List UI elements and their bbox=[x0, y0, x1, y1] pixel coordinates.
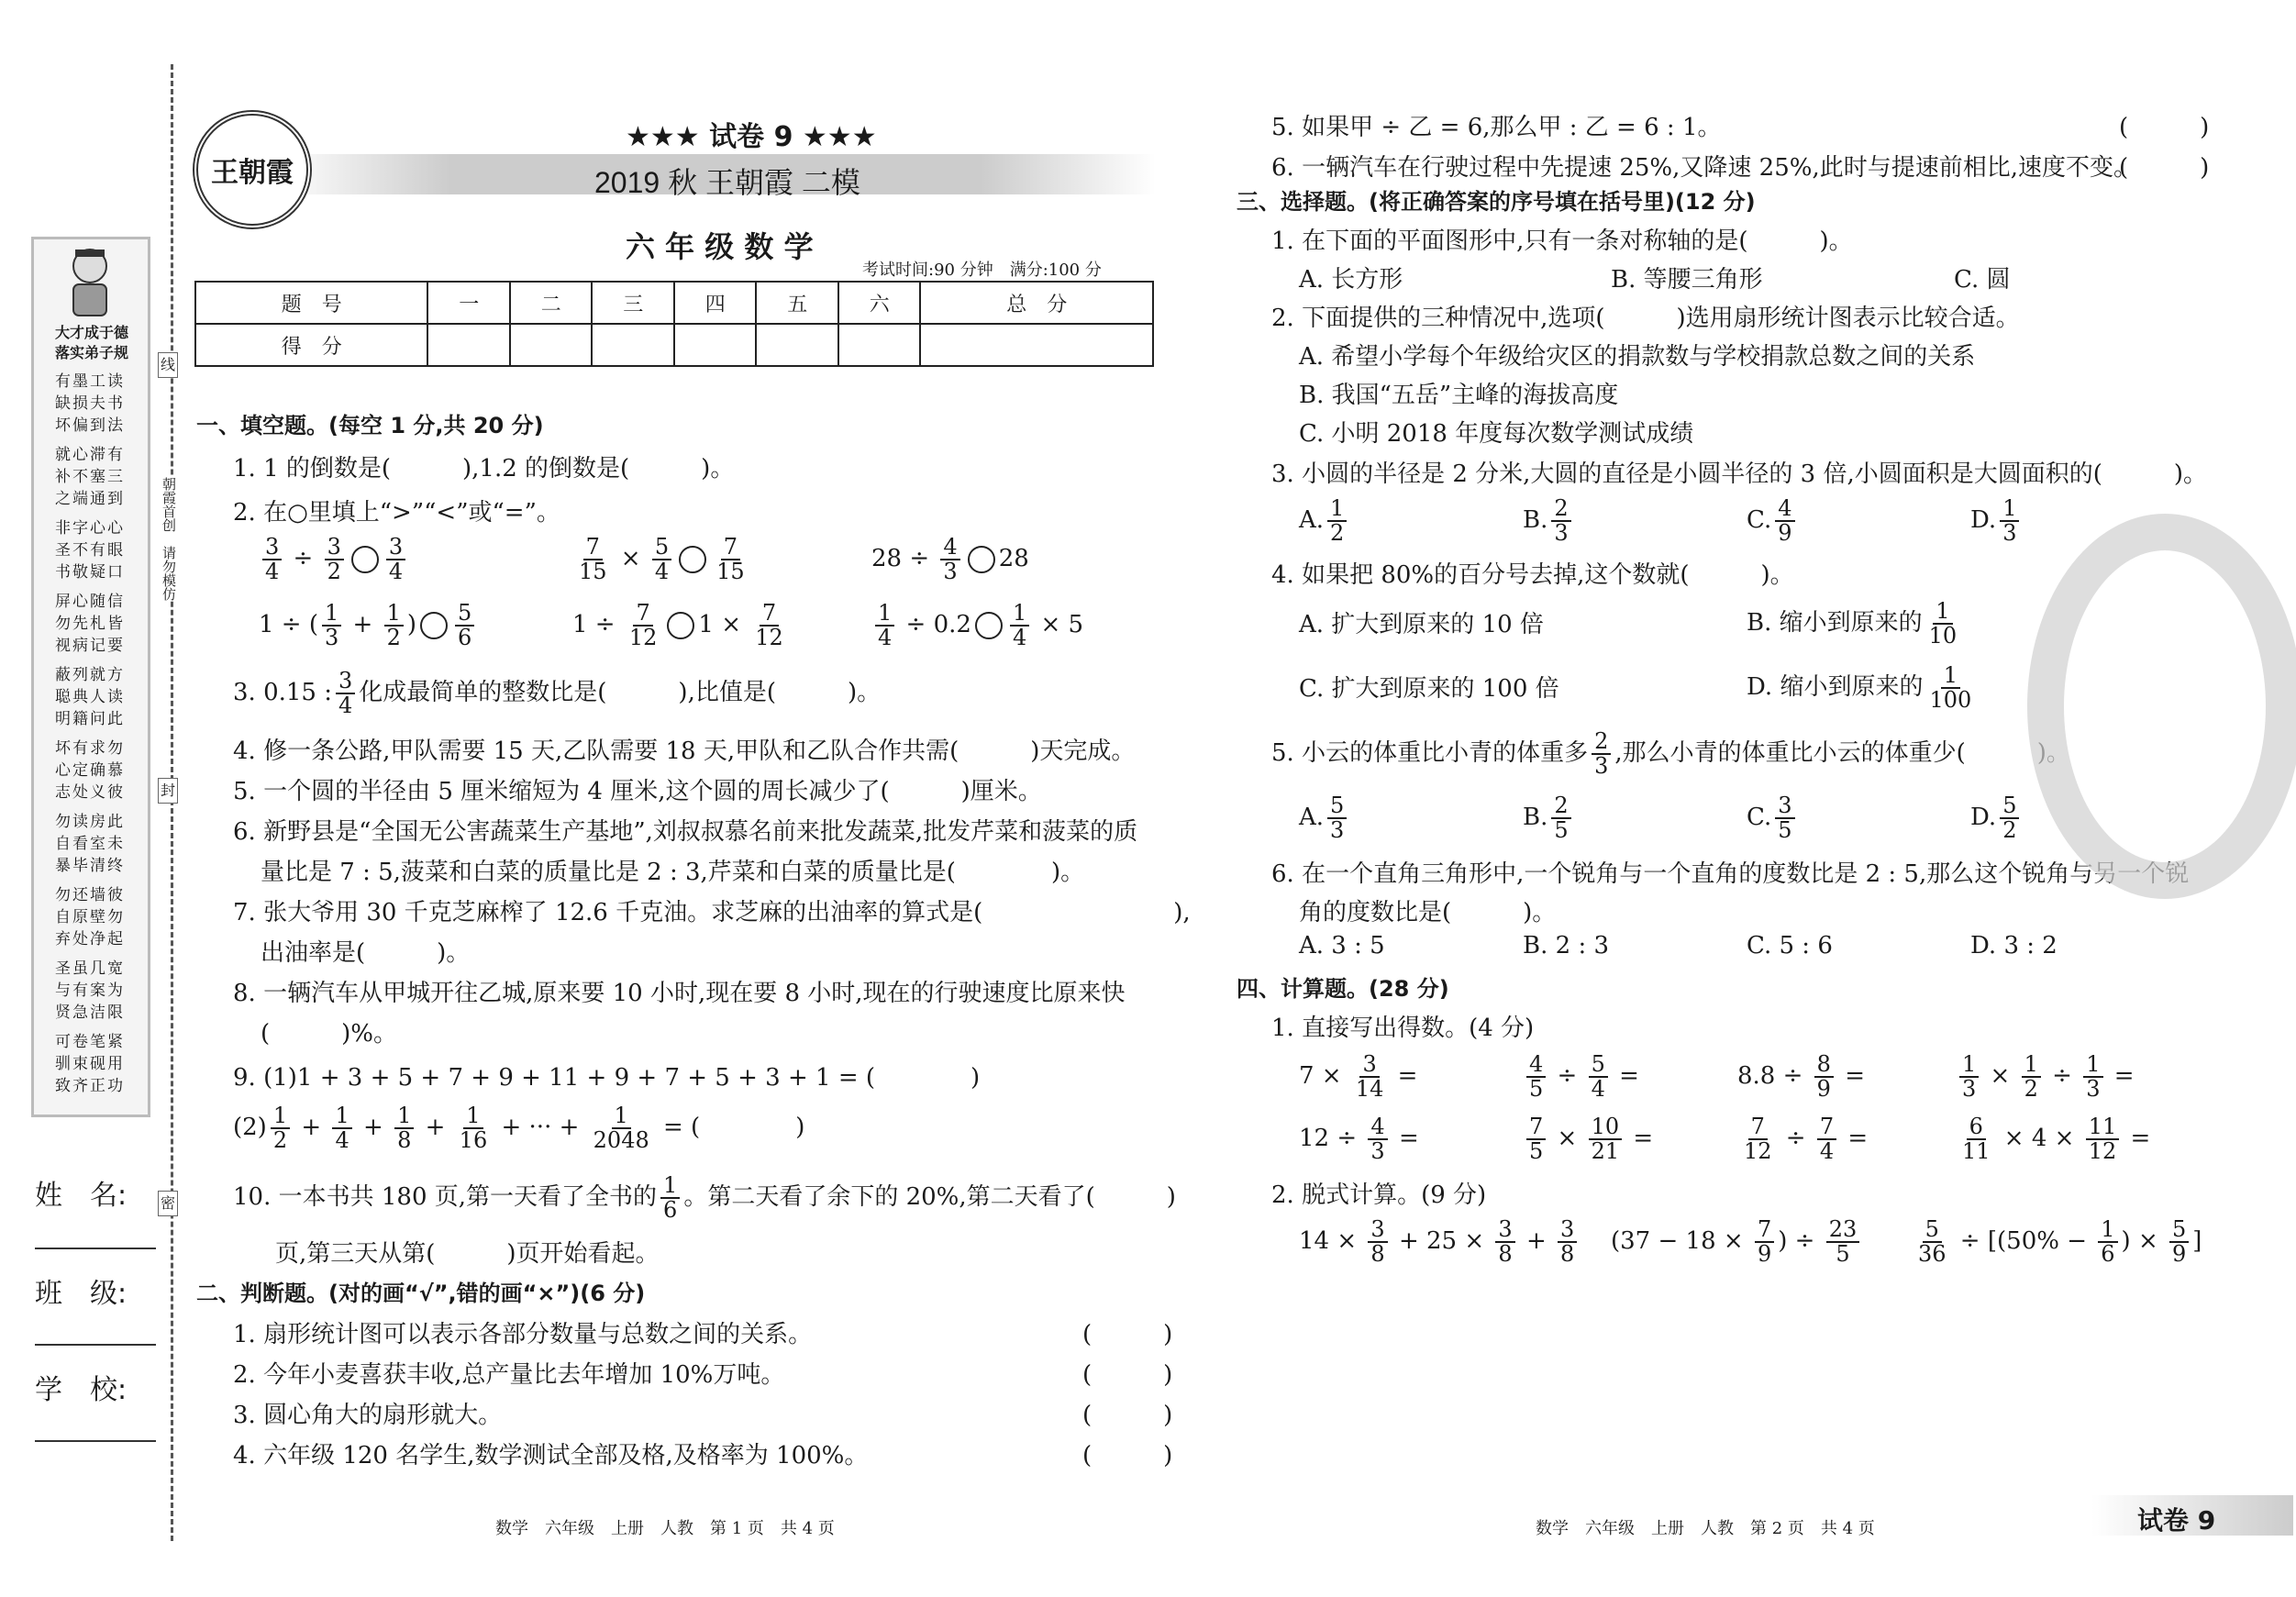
school-label: 学 校: bbox=[35, 1374, 128, 1406]
judge-answer-paren[interactable]: ( ) bbox=[1082, 1442, 1173, 1469]
score-header-3: 三 bbox=[592, 282, 674, 324]
compare-row-1b: $\frac{7}{15}$ × $\frac{5}{4}$ $\frac{7}{15}$ bbox=[572, 536, 751, 583]
score-cell[interactable] bbox=[427, 324, 510, 366]
q3-6a: 6. 在一个直角三角形中,一个锐角与一个直角的度数比是 2 : 5,那么这个锐角与另一个锐 bbox=[1271, 860, 2190, 888]
q1-3: 3. 0.15 : $\frac{3}{4}$ 化成最简单的整数比是( ),比值是( )。 bbox=[233, 668, 882, 719]
score-table bbox=[194, 281, 1154, 367]
judge-item: 5. 如果甲 ÷ 乙 = 6,那么甲 : 乙 = 6 : 1。 bbox=[1271, 114, 1722, 141]
fraction: $\frac{1}{3}$ bbox=[2083, 1053, 2102, 1101]
fraction: $\frac{1}{16}$ bbox=[459, 1103, 488, 1154]
score-cell[interactable] bbox=[510, 324, 593, 366]
fraction: $\frac{4}{3}$ bbox=[1368, 1115, 1387, 1163]
judge-answer-paren[interactable]: ( ) bbox=[1082, 1361, 1173, 1389]
q3-4-opt-a: A. 扩大到原来的 10 倍 bbox=[1299, 611, 1544, 638]
fraction: $\frac{4}{9}$ bbox=[1775, 497, 1794, 545]
judge-answer-paren[interactable]: ( ) bbox=[2119, 114, 2210, 141]
footer-left: 数学 六年级 上册 人教 第 1 页 共 4 页 bbox=[495, 1519, 835, 1538]
score-cell[interactable] bbox=[674, 324, 757, 366]
calc-5: 12 ÷ $\frac{4}{3}$ = bbox=[1299, 1114, 1419, 1165]
exam-info: 考试时间:90 分钟 满分:100 分 bbox=[862, 261, 1102, 280]
q3-6b: 角的度数比是( )。 bbox=[1299, 899, 1557, 926]
q1-8a: 8. 一辆汽车从甲城开往乙城,原来要 10 小时,现在要 8 小时,现在的行驶速度比原来快 bbox=[233, 980, 1126, 1007]
q1-6a: 6. 新野县是“全国无公害蔬菜生产基地”,刘叔叔慕名前来批发蔬菜,批发芹菜和菠菜的质 bbox=[233, 818, 1138, 846]
seal-xian: 线 bbox=[158, 352, 178, 378]
fraction: $\frac{1}{2}$ bbox=[384, 602, 404, 649]
score-header-0: 题 号 bbox=[195, 282, 427, 324]
calc-7: $\frac{7}{12}$ ÷ $\frac{7}{4}$ = bbox=[1737, 1115, 1868, 1163]
calc-8: $\frac{6}{11}$ × 4 × $\frac{11}{12}$ = bbox=[1956, 1115, 2150, 1163]
score-cell[interactable] bbox=[592, 324, 674, 366]
frac: $\frac{3}{4}$ bbox=[262, 536, 282, 583]
fraction: $\frac{3}{8}$ bbox=[1495, 1218, 1514, 1266]
q3-2-opt-a: A. 希望小学每个年级给灾区的捐款数与学校捐款总数之间的关系 bbox=[1299, 343, 1976, 371]
fraction: $\frac{3}{8}$ bbox=[1368, 1218, 1387, 1266]
fraction: $\frac{3}{8}$ bbox=[1558, 1218, 1577, 1266]
seal-mi: 密 bbox=[158, 1191, 178, 1216]
q3-5: 5. 小云的体重比小青的体重多 $\frac{2}{3}$ ,那么小青的体重比小云的体重少( )。 bbox=[1271, 728, 2070, 780]
judge-item: 4. 六年级 120 名学生,数学测试全部及格,及格率为 100%。 bbox=[233, 1442, 869, 1469]
calc-3: 8.8 ÷ $\frac{8}{9}$ = bbox=[1737, 1051, 1866, 1103]
fraction: $\frac{7}{15}$ bbox=[579, 534, 607, 585]
series-label: ★★★ 试卷 9 ★★★ bbox=[626, 121, 877, 153]
sidebar-motto-2: 落实弟子规 bbox=[54, 344, 128, 361]
score-cell[interactable] bbox=[838, 324, 921, 366]
sec4-title: 四、计算题。(28 分) bbox=[1237, 976, 1449, 1002]
score-header-2: 二 bbox=[510, 282, 593, 324]
calc-2: $\frac{4}{5}$ ÷ $\frac{5}{4}$ = bbox=[1523, 1053, 1639, 1101]
q3-4: 4. 如果把 80%的百分号去掉,这个数就( )。 bbox=[1271, 561, 1794, 589]
judge-item: 6. 一辆汽车在行驶过程中先提速 25%,又降速 25%,此时与提速前相比,速度不变。 bbox=[1271, 154, 2137, 182]
compare-circle[interactable] bbox=[975, 612, 1003, 639]
q3-4-opt-c: C. 扩大到原来的 100 倍 bbox=[1299, 675, 1559, 703]
score-header-5: 五 bbox=[756, 282, 838, 324]
fraction: $\frac{6}{11}$ bbox=[1962, 1114, 1991, 1165]
sidebar-verse: 可卷笔紧 驯束砚用 致齐正功 bbox=[55, 1033, 125, 1095]
fraction: $\frac{2}{3}$ bbox=[1592, 730, 1611, 778]
sidebar-verse: 有墨工读 缺损夫书 坏偏到法 bbox=[55, 372, 125, 435]
fraction: $\frac{1}{3}$ bbox=[2000, 497, 2019, 545]
sidebar-verse: 非字心心 圣不有眼 书敬疑口 bbox=[55, 519, 125, 582]
sidebar-verse: 就心滞有 补不塞三 之端通到 bbox=[55, 446, 125, 508]
sidebar-verse: 坏有求勿 心定确慕 志处义彼 bbox=[55, 739, 125, 802]
score-header-1: 一 bbox=[427, 282, 510, 324]
footer-tag: 试卷 9 bbox=[2137, 1505, 2216, 1536]
q3-2: 2. 下面提供的三种情况中,选项( )选用扇形统计图表示比较合适。 bbox=[1271, 305, 2020, 332]
q3-2-opt-b: B. 我国“五岳”主峰的海拔高度 bbox=[1299, 382, 1619, 409]
fraction: $\frac{7}{9}$ bbox=[1755, 1218, 1774, 1266]
compare-circle[interactable] bbox=[667, 612, 694, 639]
fraction: $\frac{7}{12}$ bbox=[1744, 1114, 1772, 1165]
fraction: $\frac{10}{21}$ bbox=[1589, 1115, 1623, 1163]
brand-logo-text: 王朝霞 bbox=[211, 157, 294, 189]
fraction: $\frac{2}{5}$ bbox=[1551, 794, 1570, 842]
class-line bbox=[35, 1344, 156, 1346]
fraction: $\frac{1}{2}$ bbox=[271, 1104, 290, 1152]
watermark-seal bbox=[2027, 514, 2296, 899]
q4-2: 2. 脱式计算。(9 分) bbox=[1271, 1181, 1487, 1209]
q1-9a: 9. (1)1 + 3 + 5 + 7 + 9 + 11 + 9 + 7 + 5 + 3 + 1 = ( ) bbox=[233, 1064, 981, 1092]
fraction: $\frac{1}{2}$ bbox=[2022, 1053, 2041, 1101]
fraction: $\frac{1}{4}$ bbox=[332, 1104, 351, 1152]
compare-circle[interactable] bbox=[351, 546, 379, 573]
fraction: $\frac{5}{4}$ bbox=[1589, 1053, 1608, 1101]
compare-row-1: $\frac{3}{4}$ ÷ $\frac{3}{2}$ $\frac{3}{4}$ bbox=[259, 536, 409, 583]
q1-8b: ( )%。 bbox=[261, 1020, 397, 1048]
fraction: $\frac{1}{6}$ bbox=[660, 1174, 680, 1222]
sidebar-verse: 圣虽几宽 与有案为 贤急洁限 bbox=[55, 959, 125, 1022]
calc-10: (37 − 18 × $\frac{7}{9}$ ) ÷ $\frac{23}{5}$ bbox=[1611, 1218, 1863, 1266]
fraction: $\frac{5}{4}$ bbox=[652, 536, 671, 583]
compare-row-2c: $\frac{1}{4}$ ÷ 0.2 $\frac{1}{4}$ × 5 bbox=[871, 602, 1083, 649]
fraction: $\frac{1}{4}$ bbox=[1010, 602, 1029, 649]
score-cell[interactable] bbox=[920, 324, 1153, 366]
fraction: $\frac{11}{12}$ bbox=[2086, 1115, 2120, 1163]
fraction: $\frac{5}{3}$ bbox=[1327, 794, 1347, 842]
q3-1: 1. 在下面的平面图形中,只有一条对称轴的是( )。 bbox=[1271, 227, 1853, 255]
calc-11: $\frac{5}{36}$ ÷ [(50% − $\frac{1}{6}$ ) × $\frac{5}{9}$ ] bbox=[1912, 1218, 2202, 1266]
judge-item: 1. 扇形统计图可以表示各部分数量与总数之间的关系。 bbox=[233, 1321, 813, 1348]
fraction: $\frac{4}{3}$ bbox=[940, 536, 959, 583]
q4-1: 1. 直接写出得数。(4 分) bbox=[1271, 1015, 1535, 1042]
q3-1-opt-c: C. 圆 bbox=[1954, 266, 2011, 294]
fraction: $\frac{7}{15}$ bbox=[716, 534, 745, 585]
judge-answer-paren[interactable]: ( ) bbox=[1082, 1402, 1173, 1429]
q3-1-opt-b: B. 等腰三角形 bbox=[1611, 266, 1763, 294]
score-header-6: 六 bbox=[838, 282, 921, 324]
q3-6-opt-c: C. 5 : 6 bbox=[1747, 932, 1833, 959]
fraction: $\frac{1}{2}$ bbox=[1327, 497, 1347, 545]
fraction: $\frac{3}{5}$ bbox=[1775, 794, 1794, 842]
fraction: $\frac{7}{12}$ bbox=[755, 600, 783, 651]
calc-9: 14 × $\frac{3}{8}$ + 25 × $\frac{3}{8}$ + $\frac{3}{8}$ bbox=[1299, 1218, 1581, 1266]
score-cell[interactable] bbox=[756, 324, 838, 366]
fraction: $\frac{7}{12}$ bbox=[628, 600, 658, 651]
q1-7b: 出油率是( )。 bbox=[261, 939, 471, 967]
q3-1-opt-a: A. 长方形 bbox=[1299, 266, 1403, 294]
calc-4: $\frac{1}{3}$ × $\frac{1}{2}$ ÷ $\frac{1}{3}$ = bbox=[1956, 1053, 2135, 1101]
seal-feng: 封 bbox=[158, 778, 178, 804]
fraction: $\frac{5}{36}$ bbox=[1918, 1216, 1947, 1268]
sidebar-verse: 勿读房此 自看室未 暴毕清终 bbox=[55, 813, 125, 875]
fraction: $\frac{1}{2048}$ bbox=[593, 1103, 649, 1154]
judge-answer-paren[interactable]: ( ) bbox=[1082, 1321, 1173, 1348]
fraction: $\frac{23}{5}$ bbox=[1826, 1218, 1860, 1266]
compare-row-1c: 28 ÷ $\frac{4}{3}$ 28 bbox=[871, 534, 1029, 585]
q3-4-opt-d: D. 缩小到原来的 $\frac{1}{100}$ bbox=[1747, 664, 1978, 712]
calc-6: $\frac{7}{5}$ × $\frac{10}{21}$ = bbox=[1523, 1115, 1653, 1163]
name-line bbox=[35, 1248, 156, 1249]
sec2-title: 二、判断题。(对的画“√”,错的画“×”)(6 分) bbox=[196, 1281, 646, 1306]
sidebar-verse: 勿还墙彼 自原壁勿 弃处净起 bbox=[55, 886, 125, 948]
compare-row-2: 1 ÷ ( $\frac{1}{3}$ + $\frac{1}{2}$ ) $\frac{5}{6}$ bbox=[259, 602, 478, 649]
q1-6b: 量比是 7 : 5,菠菜和白菜的质量比是 2 : 3,芹菜和白菜的质量比是( )。 bbox=[261, 859, 1085, 886]
q3-6-opt-d: D. 3 : 2 bbox=[1970, 932, 2058, 959]
q3-6-opt-a: A. 3 : 5 bbox=[1299, 932, 1385, 959]
score-header-7: 总 分 bbox=[920, 282, 1153, 324]
judge-item: 3. 圆心角大的扇形就大。 bbox=[233, 1402, 503, 1429]
calc-1: 7 × $\frac{3}{14}$ = bbox=[1299, 1051, 1418, 1103]
fraction: $\frac{3}{14}$ bbox=[1355, 1051, 1384, 1103]
q1-5: 5. 一个圆的半径由 5 厘米缩短为 4 厘米,这个圆的周长减少了( )厘米。 bbox=[233, 778, 1042, 805]
compare-circle[interactable] bbox=[420, 612, 448, 639]
fraction: $\frac{5}{6}$ bbox=[455, 602, 474, 649]
judge-answer-paren[interactable]: ( ) bbox=[2119, 154, 2210, 182]
q1-10c: 页,第三天从第( )页开始看起。 bbox=[275, 1240, 660, 1268]
fraction: $\frac{5}{2}$ bbox=[2000, 794, 2019, 842]
q3-2-opt-c: C. 小明 2018 年度每次数学测试成绩 bbox=[1299, 420, 1694, 448]
q3-4-opt-b: B. 缩小到原来的 $\frac{1}{10}$ bbox=[1747, 600, 1963, 648]
fraction: $\frac{1}{4}$ bbox=[875, 602, 894, 649]
school-line bbox=[35, 1440, 156, 1442]
fraction: $\frac{1}{10}$ bbox=[1928, 598, 1958, 649]
fraction: $\frac{1}{100}$ bbox=[1929, 662, 1972, 714]
sidebar-motto-1: 大才成于德 bbox=[54, 324, 128, 341]
compare-circle[interactable] bbox=[679, 546, 706, 573]
q3-3: 3. 小圆的半径是 2 分米,大圆的直径是小圆半径的 3 倍,小圆面积是大圆面积的( )。 bbox=[1271, 460, 2208, 488]
q1-7a: 7. 张大爷用 30 千克芝麻榨了 12.6 千克油。求芝麻的出油率的算式是( ), bbox=[233, 899, 1191, 926]
fraction: $\frac{4}{5}$ bbox=[1526, 1053, 1546, 1101]
sidebar-verse: 蔽列就方 聪典人读 明籍问此 bbox=[55, 666, 125, 728]
q1-9b: (2) $\frac{1}{2}$ + $\frac{1}{4}$ + $\frac{1}{8}$ + $\frac{1}{16}$ + ··· + $\frac{1}{2048}$ = ( ) bbox=[233, 1103, 805, 1154]
compare-row-2b: 1 ÷ $\frac{7}{12}$ 1 × $\frac{7}{12}$ bbox=[572, 602, 790, 649]
fraction: $\frac{1}{6}$ bbox=[2098, 1218, 2117, 1266]
sec3-title: 三、选择题。(将正确答案的序号填在括号里)(12 分) bbox=[1237, 189, 1756, 215]
score-header-4: 四 bbox=[674, 282, 757, 324]
fraction: $\frac{7}{4}$ bbox=[1817, 1115, 1836, 1163]
name-label: 姓 名: bbox=[35, 1180, 128, 1212]
fraction: $\frac{3}{4}$ bbox=[336, 670, 355, 717]
compare-circle[interactable] bbox=[968, 546, 995, 573]
fraction: $\frac{2}{3}$ bbox=[1551, 497, 1570, 545]
fraction: $\frac{7}{5}$ bbox=[1526, 1115, 1546, 1163]
q1-4: 4. 修一条公路,甲队需要 15 天,乙队需要 18 天,甲队和乙队合作共需( )天完成。 bbox=[233, 738, 1136, 765]
sidebar-verse: 屏心随信 勿先札皆 视病记要 bbox=[55, 593, 125, 655]
score-label: 得 分 bbox=[195, 324, 427, 366]
fraction: $\frac{8}{9}$ bbox=[1814, 1053, 1834, 1101]
footer-right: 数学 六年级 上册 人教 第 2 页 共 4 页 bbox=[1536, 1519, 1875, 1538]
mascot-figure bbox=[53, 242, 127, 319]
judge-item: 2. 今年小麦喜获丰收,总产量比去年增加 10%万吨。 bbox=[233, 1361, 785, 1389]
brand-line: 2019 秋 王朝霞 二模 bbox=[594, 166, 860, 199]
q1-10a: 10. 一本书共 180 页,第一天看了全书的 $\frac{1}{6}$ 。第二天看了余下的 20%,第二天看了( ) bbox=[233, 1172, 1176, 1224]
binding-text: 朝霞首创 请勿模仿 bbox=[158, 477, 178, 601]
fraction: $\frac{1}{3}$ bbox=[322, 602, 341, 649]
subject-title: 六 年 级 数 学 bbox=[626, 229, 814, 264]
brand-logo bbox=[193, 110, 312, 229]
q3-6-opt-b: B. 2 : 3 bbox=[1523, 932, 1610, 959]
class-label: 班 级: bbox=[35, 1278, 128, 1310]
fraction: $\frac{1}{8}$ bbox=[394, 1104, 414, 1152]
sec1-title: 一、填空题。(每空 1 分,共 20 分) bbox=[196, 413, 544, 438]
q1-2: 2. 在○里填上“>”“<”或“=”。 bbox=[233, 499, 560, 527]
fraction: $\frac{3}{4}$ bbox=[386, 536, 405, 583]
fraction: $\frac{3}{2}$ bbox=[325, 536, 344, 583]
fraction: $\frac{1}{3}$ bbox=[1959, 1053, 1979, 1101]
fraction: $\frac{5}{9}$ bbox=[2169, 1218, 2189, 1266]
q1-1: 1. 1 的倒数是( ),1.2 的倒数是( )。 bbox=[233, 455, 735, 482]
